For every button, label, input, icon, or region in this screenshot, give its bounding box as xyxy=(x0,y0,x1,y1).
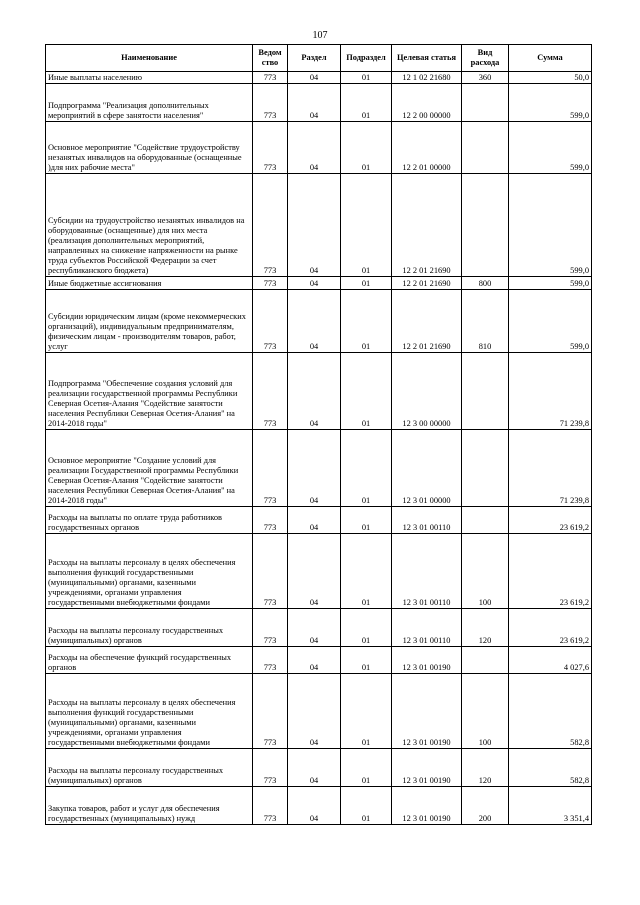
row-amount: 599,0 xyxy=(509,84,592,122)
header-amount: Сумма xyxy=(509,45,592,72)
row-name: Субсидии юридическим лицам (кроме некоммерческих организаций), индивидуальным предпринимателям, физическим лицам - производителям товаров, работ, услуг xyxy=(46,290,253,353)
row-amount: 599,0 xyxy=(509,290,592,353)
table-row xyxy=(46,749,592,787)
row-amount: 71 239,8 xyxy=(509,353,592,430)
row-amount: 50,0 xyxy=(509,72,592,84)
budget-table xyxy=(45,44,592,825)
row-dept: 773 xyxy=(253,507,288,534)
row-dept: 773 xyxy=(253,290,288,353)
table-row xyxy=(46,647,592,674)
row-section: 04 xyxy=(288,609,341,647)
table-row xyxy=(46,174,592,277)
table-row xyxy=(46,353,592,430)
row-dept: 773 xyxy=(253,674,288,749)
row-dept: 773 xyxy=(253,430,288,507)
row-dept: 773 xyxy=(253,787,288,825)
row-subsection: 01 xyxy=(341,122,392,174)
row-subsection: 01 xyxy=(341,277,392,290)
page-number: 107 xyxy=(312,30,328,41)
row-target: 12 2 00 00000 xyxy=(392,84,462,122)
row-target: 12 2 01 21690 xyxy=(392,290,462,353)
row-subsection: 01 xyxy=(341,290,392,353)
table-row xyxy=(46,290,592,353)
row-expense-type xyxy=(462,430,509,507)
row-expense-type xyxy=(462,84,509,122)
row-section: 04 xyxy=(288,430,341,507)
row-target: 12 3 01 00190 xyxy=(392,749,462,787)
row-target: 12 2 01 21690 xyxy=(392,277,462,290)
row-subsection: 01 xyxy=(341,84,392,122)
row-expense-type: 100 xyxy=(462,534,509,609)
table-row xyxy=(46,787,592,825)
table-row xyxy=(46,72,592,84)
row-amount: 599,0 xyxy=(509,174,592,277)
row-target: 12 2 01 21690 xyxy=(392,174,462,277)
row-section: 04 xyxy=(288,787,341,825)
table-row xyxy=(46,430,592,507)
header-row xyxy=(46,45,592,72)
row-subsection: 01 xyxy=(341,174,392,277)
row-section: 04 xyxy=(288,749,341,787)
row-expense-type xyxy=(462,507,509,534)
row-subsection: 01 xyxy=(341,353,392,430)
row-subsection: 01 xyxy=(341,609,392,647)
row-dept: 773 xyxy=(253,277,288,290)
header-section: Раздел xyxy=(288,45,341,72)
row-section: 04 xyxy=(288,174,341,277)
row-section: 04 xyxy=(288,647,341,674)
row-target: 12 3 01 00110 xyxy=(392,534,462,609)
row-name: Расходы на выплаты персоналу государственных (муниципальных) органов xyxy=(46,749,253,787)
row-dept: 773 xyxy=(253,174,288,277)
header-expense-type: Вид расхода xyxy=(462,45,509,72)
row-name: Расходы на выплаты персоналу в целях обеспечения выполнения функций государственными (муниципальными) органами, казенными учреждениями, органами управления государственными внебюджетными фондами xyxy=(46,534,253,609)
row-section: 04 xyxy=(288,290,341,353)
row-expense-type xyxy=(462,174,509,277)
row-name: Расходы на обеспечение функций государственных органов xyxy=(46,647,253,674)
row-target: 12 3 01 00190 xyxy=(392,647,462,674)
row-section: 04 xyxy=(288,674,341,749)
row-section: 04 xyxy=(288,122,341,174)
row-expense-type xyxy=(462,647,509,674)
row-expense-type: 360 xyxy=(462,72,509,84)
row-subsection: 01 xyxy=(341,674,392,749)
row-target: 12 3 01 00110 xyxy=(392,507,462,534)
row-section: 04 xyxy=(288,507,341,534)
row-target: 12 3 01 00000 xyxy=(392,430,462,507)
table-row xyxy=(46,609,592,647)
row-subsection: 01 xyxy=(341,749,392,787)
header-target: Целевая статья xyxy=(392,45,462,72)
row-name: Расходы на выплаты по оплате труда работников государственных органов xyxy=(46,507,253,534)
row-name: Иные выплаты населению xyxy=(46,72,253,84)
row-dept: 773 xyxy=(253,534,288,609)
row-subsection: 01 xyxy=(341,534,392,609)
row-amount: 582,8 xyxy=(509,749,592,787)
row-name: Подпрограмма "Реализация дополнительных мероприятий в сфере занятости населения" xyxy=(46,84,253,122)
row-expense-type: 100 xyxy=(462,674,509,749)
row-dept: 773 xyxy=(253,72,288,84)
row-target: 12 3 01 00190 xyxy=(392,787,462,825)
table-row xyxy=(46,122,592,174)
row-expense-type: 120 xyxy=(462,609,509,647)
row-amount: 599,0 xyxy=(509,122,592,174)
row-subsection: 01 xyxy=(341,647,392,674)
row-amount: 599,0 xyxy=(509,277,592,290)
row-section: 04 xyxy=(288,353,341,430)
row-amount: 4 027,6 xyxy=(509,647,592,674)
table-row xyxy=(46,84,592,122)
row-expense-type: 200 xyxy=(462,787,509,825)
table-row xyxy=(46,674,592,749)
row-dept: 773 xyxy=(253,647,288,674)
row-target: 12 3 00 00000 xyxy=(392,353,462,430)
row-dept: 773 xyxy=(253,122,288,174)
header-name: Наименование xyxy=(46,45,253,72)
row-name: Основное мероприятие "Создание условий для реализации Государственной программы Республики Северная Осетия-Алания "Содействие занятости населения Республики Северная Осетия-Алания" на 2014-2018 годы" xyxy=(46,430,253,507)
row-amount: 23 619,2 xyxy=(509,534,592,609)
row-expense-type xyxy=(462,122,509,174)
row-amount: 3 351,4 xyxy=(509,787,592,825)
table-row xyxy=(46,534,592,609)
row-dept: 773 xyxy=(253,84,288,122)
row-name: Подпрограмма "Обеспечение создания условий для реализации государственной программы Республики Северная Осетия-Алания "Содействие занятости населения Республики Северная Осетия-Алания" на 2014-2018 годы" xyxy=(46,353,253,430)
row-section: 04 xyxy=(288,534,341,609)
row-dept: 773 xyxy=(253,749,288,787)
row-expense-type: 800 xyxy=(462,277,509,290)
row-name: Субсидии на трудоустройство незанятых инвалидов на оборудованные (оснащенные) для них места (реализация дополнительных мероприятий, направленных на снижение напряженности на рынке труда субъектов Российской Федерации за счет республиканского бюджета) xyxy=(46,174,253,277)
row-amount: 23 619,2 xyxy=(509,507,592,534)
header-subsection: Подраздел xyxy=(341,45,392,72)
row-target: 12 1 02 21680 xyxy=(392,72,462,84)
row-amount: 23 619,2 xyxy=(509,609,592,647)
row-amount: 71 239,8 xyxy=(509,430,592,507)
row-section: 04 xyxy=(288,84,341,122)
row-expense-type xyxy=(462,353,509,430)
row-subsection: 01 xyxy=(341,787,392,825)
row-name: Закупка товаров, работ и услуг для обеспечения государственных (муниципальных) нужд xyxy=(46,787,253,825)
row-subsection: 01 xyxy=(341,430,392,507)
row-target: 12 2 01 00000 xyxy=(392,122,462,174)
row-name: Расходы на выплаты персоналу в целях обеспечения выполнения функций государственными (муниципальными) органами, казенными учреждениями, органами управления государственными внебюджетными фондами xyxy=(46,674,253,749)
table-row xyxy=(46,507,592,534)
row-name: Иные бюджетные ассигнования xyxy=(46,277,253,290)
row-expense-type: 120 xyxy=(462,749,509,787)
row-amount: 582,8 xyxy=(509,674,592,749)
row-target: 12 3 01 00190 xyxy=(392,674,462,749)
row-dept: 773 xyxy=(253,353,288,430)
row-dept: 773 xyxy=(253,609,288,647)
row-subsection: 01 xyxy=(341,72,392,84)
row-name: Расходы на выплаты персоналу государственных (муниципальных) органов xyxy=(46,609,253,647)
row-section: 04 xyxy=(288,277,341,290)
row-section: 04 xyxy=(288,72,341,84)
row-expense-type: 810 xyxy=(462,290,509,353)
row-name: Основное мероприятие "Содействие трудоустройству незанятых инвалидов на оборудованные (оснащенные )для них рабочие места" xyxy=(46,122,253,174)
row-target: 12 3 01 00110 xyxy=(392,609,462,647)
table-row xyxy=(46,277,592,290)
row-subsection: 01 xyxy=(341,507,392,534)
header-dept: Ведом ство xyxy=(253,45,288,72)
